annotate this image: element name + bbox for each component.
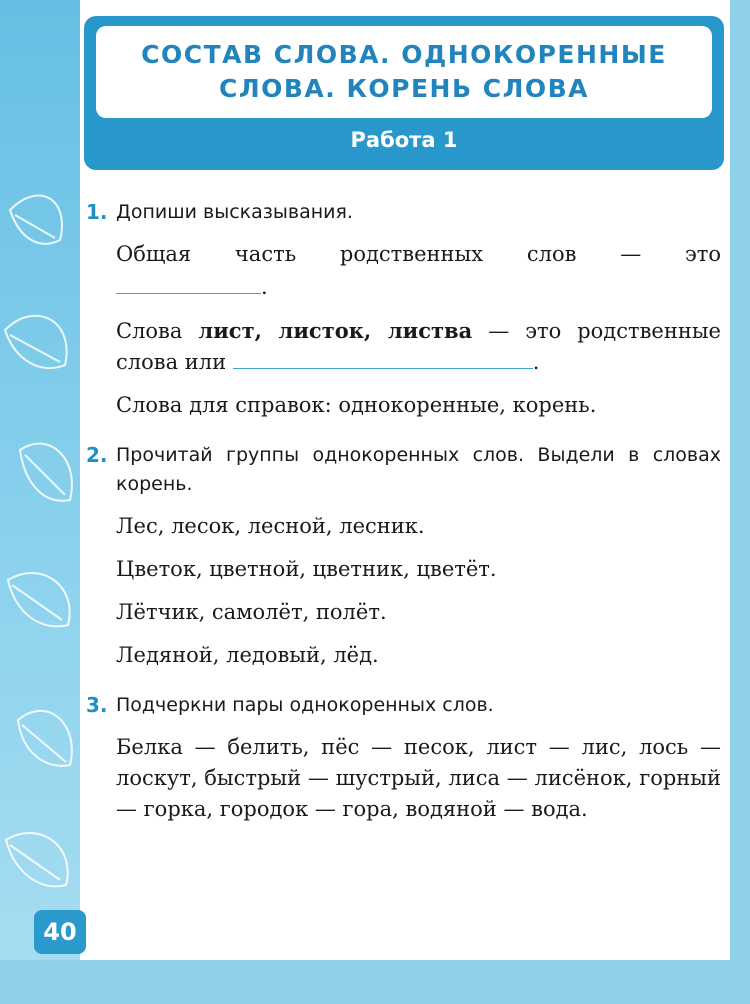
title-line-1: СОСТАВ СЛОВА. ОДНОКОРЕННЫЕ	[141, 40, 667, 69]
section-header	[84, 16, 724, 170]
exercise-content	[86, 198, 721, 825]
task-2-number: 2.	[86, 443, 108, 467]
answer-blank-2[interactable]	[233, 368, 533, 369]
statement-2-start: Слова	[116, 319, 183, 343]
word-group-2: Цветок, цветной, цветник, цветёт.	[116, 557, 497, 581]
statement-2-mid: — это родственные слова или	[116, 319, 721, 374]
task-2-heading	[86, 441, 721, 499]
statement-2-bold-words: лист, листок, листва	[198, 318, 473, 343]
task-3-number: 3.	[86, 693, 108, 717]
task-1-statement-1	[116, 239, 721, 270]
task-2-heading-text: Прочитай группы однокоренных слов. Выдели в словах корень.	[116, 444, 721, 495]
statement-2-period: .	[532, 350, 540, 374]
task-1-heading-text: Допиши высказывания.	[116, 201, 353, 223]
task-3-word-pairs: Белка — белить, пёс — песок, лист — лис, лось — лоскут, быстрый — шустрый, лиса — лисёнок, горный — горка, городок — гора, водяной — вода.	[116, 735, 721, 821]
task-1-number: 1.	[86, 200, 108, 224]
answer-blank-1[interactable]	[116, 293, 261, 294]
title-line-2: СЛОВА. КОРЕНЬ СЛОВА	[218, 74, 589, 103]
word-group-1: Лес, лесок, лесной, лесник.	[116, 514, 425, 538]
decorative-side-strip	[0, 0, 90, 1000]
leaf-pattern-icon	[0, 0, 90, 1000]
word-group-3: Лётчик, самолёт, полёт.	[116, 600, 387, 624]
task-3-heading-text: Подчеркни пары однокоренных слов.	[116, 694, 494, 716]
word-group-4: Ледяной, ледовый, лёд.	[116, 643, 379, 667]
work-subtitle: Работа 1	[350, 128, 458, 152]
task-3-heading	[86, 691, 721, 720]
statement-1-text: Общая часть родственных слов — это	[116, 242, 721, 266]
task-1-heading	[86, 198, 721, 227]
task-1-reference-words: Слова для справок: однокоренные, корень.	[116, 393, 597, 417]
page-number: 40	[34, 910, 86, 954]
title-box	[96, 26, 712, 118]
statement-1-period: .	[261, 275, 268, 299]
bottom-band	[0, 960, 750, 1000]
task-1-statement-1-end	[116, 272, 721, 303]
task-1-statement-2	[116, 315, 721, 378]
